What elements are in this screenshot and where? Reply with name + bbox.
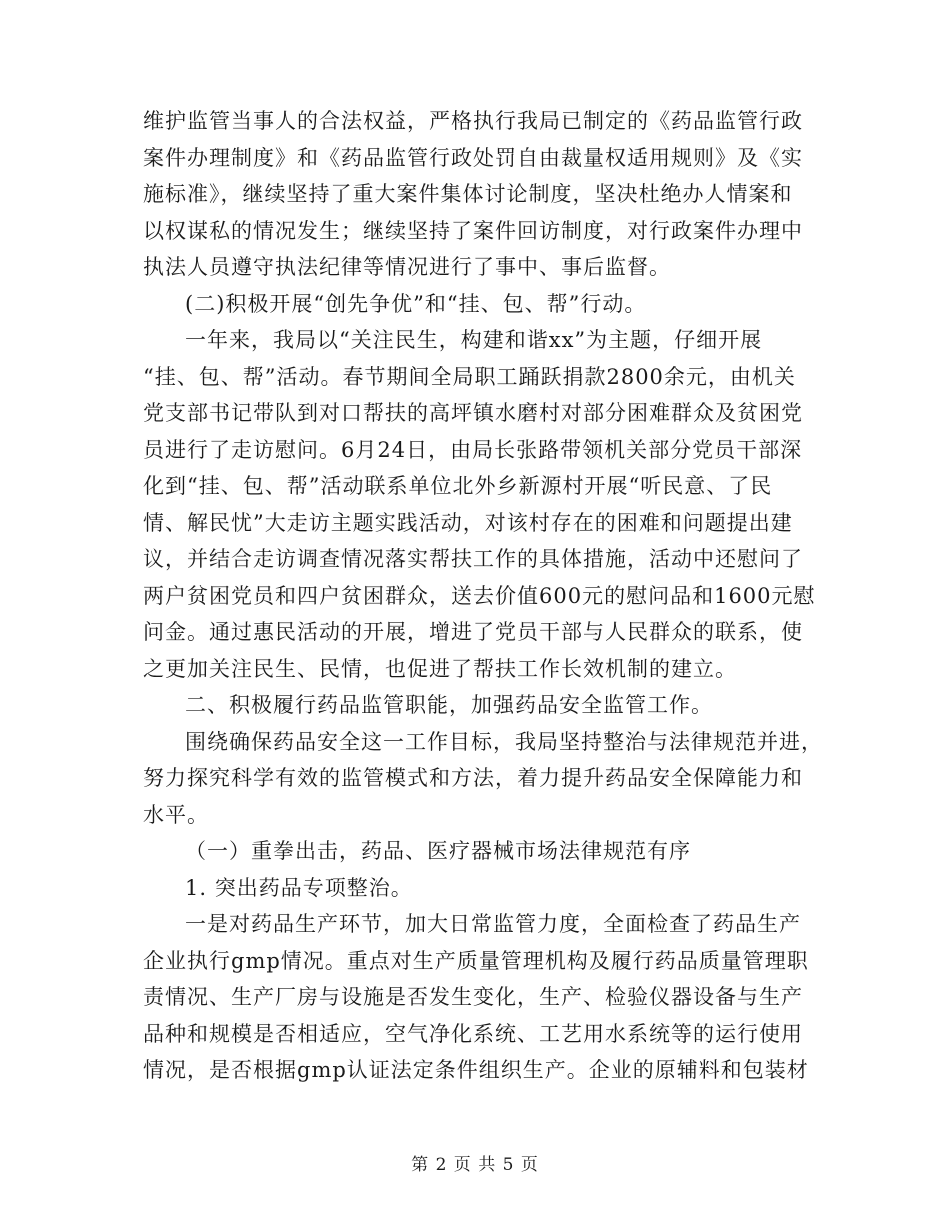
subsection-heading: （一）重拳出击，药品、医疗器械市场法律规范有序 xyxy=(185,839,691,863)
section-heading: (二)积极开展“创先争优”和“挂、包、帮”行动。 xyxy=(185,291,647,316)
text-line: 议，并结合走访调查情况落实帮扶工作的具体措施，活动中还慰问了 xyxy=(143,547,803,571)
text-line: 党支部书记带队到对口帮扶的高坪镇水磨村对部分困难群众及贫困党 xyxy=(143,401,803,425)
section-heading: 二、积极履行药品监管职能，加强药品安全监管工作。 xyxy=(185,693,713,717)
text-line: 施标准》，继续坚持了重大案件集体讨论制度，坚决杜绝办人情案和 xyxy=(143,182,793,206)
text-line: 以权谋私的情况发生；继续坚持了案件回访制度，对行政案件办理中 xyxy=(143,218,803,243)
text-line: 企业执行gmp情况。重点对生产质量管理机构及履行药品质量管理职 xyxy=(143,948,809,973)
numbered-heading: 1. 突出药品专项整治。 xyxy=(185,875,413,900)
text-line: 责情况、生产厂房与设施是否发生变化，生产、检验仪器设备与生产 xyxy=(143,985,803,1009)
document-body xyxy=(143,103,823,1089)
text-line: 围绕确保药品安全这一工作目标，我局坚持整治与法律规范并进， xyxy=(185,729,823,754)
text-line: “挂、包、帮”活动。春节期间全局职工踊跃捐款2800余元，由机关 xyxy=(143,364,796,389)
text-line: 两户贫困党员和四户贫困群众，送去价值600元的慰问品和1600元慰 xyxy=(143,583,816,608)
text-line: 情况，是否根据gmp认证法定条件组织生产。企业的原辅料和包装材 xyxy=(143,1058,809,1082)
text-line: 品种和规模是否相适应，空气净化系统、工艺用水系统等的运行使用 xyxy=(143,1021,803,1046)
page-number-footer: 第 2 页 共 5 页 xyxy=(411,1155,539,1175)
text-line: 情、解民忧”大走访主题实践活动，对该村存在的困难和问题提出建 xyxy=(143,510,793,535)
text-line: 化到“挂、包、帮”活动联系单位北外乡新源村开展“听民意、了民 xyxy=(143,474,773,498)
text-line: 一是对药品生产环节，加大日常监管力度，全面检查了药品生产 xyxy=(185,912,801,936)
text-line: 水平。 xyxy=(143,802,209,827)
text-line: 员进行了走访慰问。6月24日，由局长张路带领机关部分党员干部深 xyxy=(143,437,803,462)
text-line: 之更加关注民生、民情，也促进了帮扶工作长效机制的建立。 xyxy=(143,656,737,681)
text-line: 执法人员遵守执法纪律等情况进行了事中、事后监督。 xyxy=(143,255,671,279)
text-line: 一年来，我局以“关注民生，构建和谐xx”为主题，仔细开展 xyxy=(185,328,763,352)
text-line: 问金。通过惠民活动的开展，增进了党员干部与人民群众的联系，使 xyxy=(143,620,803,644)
text-line: 努力探究科学有效的监管模式和方法，着力提升药品安全保障能力和 xyxy=(143,766,803,790)
text-line: 案件办理制度》和《药品监管行政处罚自由裁量权适用规则》及《实 xyxy=(143,145,803,170)
text-line: 维护监管当事人的合法权益，严格执行我局已制定的《药品监管行政 xyxy=(143,109,803,133)
